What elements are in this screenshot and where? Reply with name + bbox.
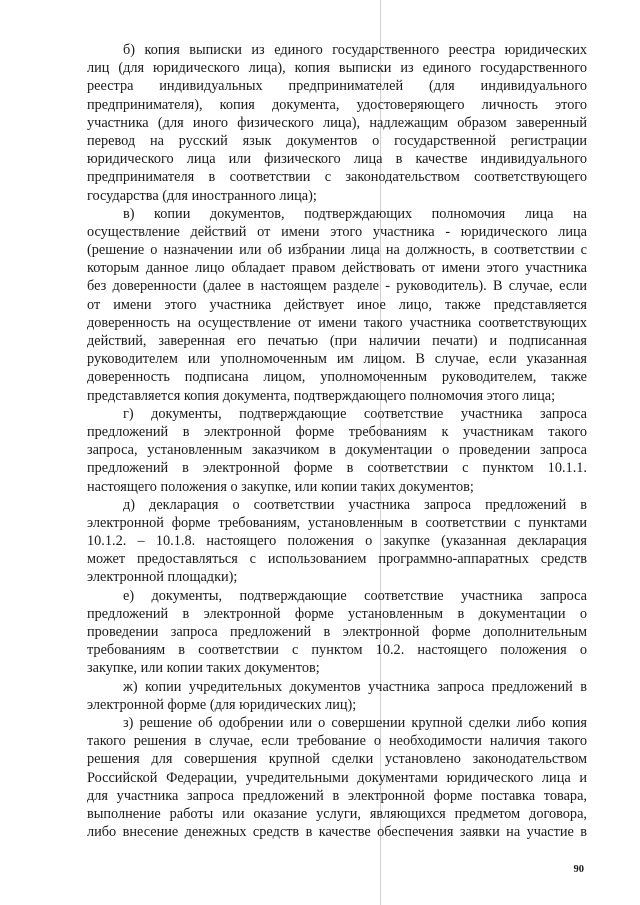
paragraph [87,587,587,678]
text-line: доверенность подписана лицом, уполномоченным руководителем, также [87,369,587,386]
text-line: закупке, или копии таких документов; [87,660,320,677]
paragraph [87,678,587,714]
text-line: предпринимателя в соответствии с законодательством соответствующего [87,169,587,186]
text-line: электронной форме требованиям, установленным в соответствии с пунктами [87,514,587,531]
paragraph [87,405,587,496]
text-line: запроса, установленным заказчиком в документации о проведении запроса [87,442,587,459]
text-line: электронной форме (для юридических лиц); [87,696,357,713]
text-line: осуществление действий от имени этого участника - юридического лица [87,223,587,240]
text-line: требованиям в соответствии с пунктом 10.2. настоящего положения о [87,642,587,659]
paragraph [87,205,587,405]
text-line: действий, заверенная его печатью (при наличии печати) и подписанная [87,333,587,349]
text-line: б) копия выписки из единого государственного реестра юридических [123,42,587,58]
text-line: ж) копии учредительных документов участника запроса предложений в [123,678,587,695]
text-line: доверенность на осуществление от имени такого участника соответствующих [87,314,587,331]
text-line: лиц (для юридического лица), копия выписки из единого государственного [87,60,587,77]
text-line: электронной площадки); [87,569,238,586]
text-line: от имени этого участника действует иное лицо, также представляется [87,296,587,313]
text-line: (решение о назначении или об избрании лица на должность, в соответствии с [87,242,587,259]
text-line: либо внесение денежных средств в качестве обеспечения заявки на участие в [87,824,587,841]
text-line: е) документы, подтверждающие соответствие участника запроса [123,587,587,604]
text-line: юридического лица или физического лица в качестве индивидуального [87,151,587,168]
text-line: перевод на русский язык документов о государственной регистрации [87,132,587,149]
text-line: 10.1.2. – 10.1.8. настоящего положения о закупке (указанная декларация [87,533,587,550]
text-line: г) документы, подтверждающие соответствие участника запроса [123,405,587,422]
text-line: для участника запроса предложений в электронной форме поставка товара, [87,787,587,804]
text-line: предложений в электронной форме требованиям к участникам такого [87,423,587,440]
document-body [87,41,587,841]
text-line: предпринимателя), копия документа, удостоверяющего личность этого [87,96,587,113]
text-line: предложений в электронной форме в соответствии с пунктом 10.1.1. [87,460,587,477]
text-line: выполнение работы или оказание услуги, являющихся предметом договора, [87,805,587,822]
text-line: настоящего положения о закупке, или копии таких документов; [87,478,474,495]
paragraph [87,41,587,205]
text-line: проведении запроса предложений в электронной форме дополнительным [87,624,587,640]
text-line: Российской Федерации, учредительными документами юридического лица и [87,769,587,786]
text-line: руководителем или уполномоченным им лицом. В случае, если указанная [87,351,587,368]
text-line: реестра индивидуальных предпринимателей (для индивидуального [87,78,587,95]
page-number: 90 [573,864,584,875]
text-line: в) копии документов, подтверждающих полномочия лица на [123,205,587,222]
paragraph [87,714,587,841]
text-line: представляется копия документа, подтверждающего полномочия этого лица; [87,387,556,404]
text-line: решения для совершения крупной сделки установлено законодательством [87,751,587,768]
text-line: предложений в электронной форме установленным в документации о [87,605,587,622]
paragraph [87,496,587,587]
text-line: может предоставляться с использованием программно-аппаратных средств [87,551,587,568]
text-line: государства (для иностранного лица); [87,187,317,204]
text-line: з) решение об одобрении или о совершении крупной сделки либо копия [123,714,587,731]
text-line: без доверенности (далее в настоящем разделе - руководитель). В случае, если [87,278,587,295]
text-line: участника (для иного физического лица), надлежащим образом заверенный [87,114,587,131]
text-line: которым данное лицо обладает правом действовать от имени этого участника [87,260,587,277]
text-line: такого решения в случае, если требование о необходимости наличия такого [87,733,587,750]
text-line: д) декларация о соответствии участника запроса предложений в [123,496,587,513]
